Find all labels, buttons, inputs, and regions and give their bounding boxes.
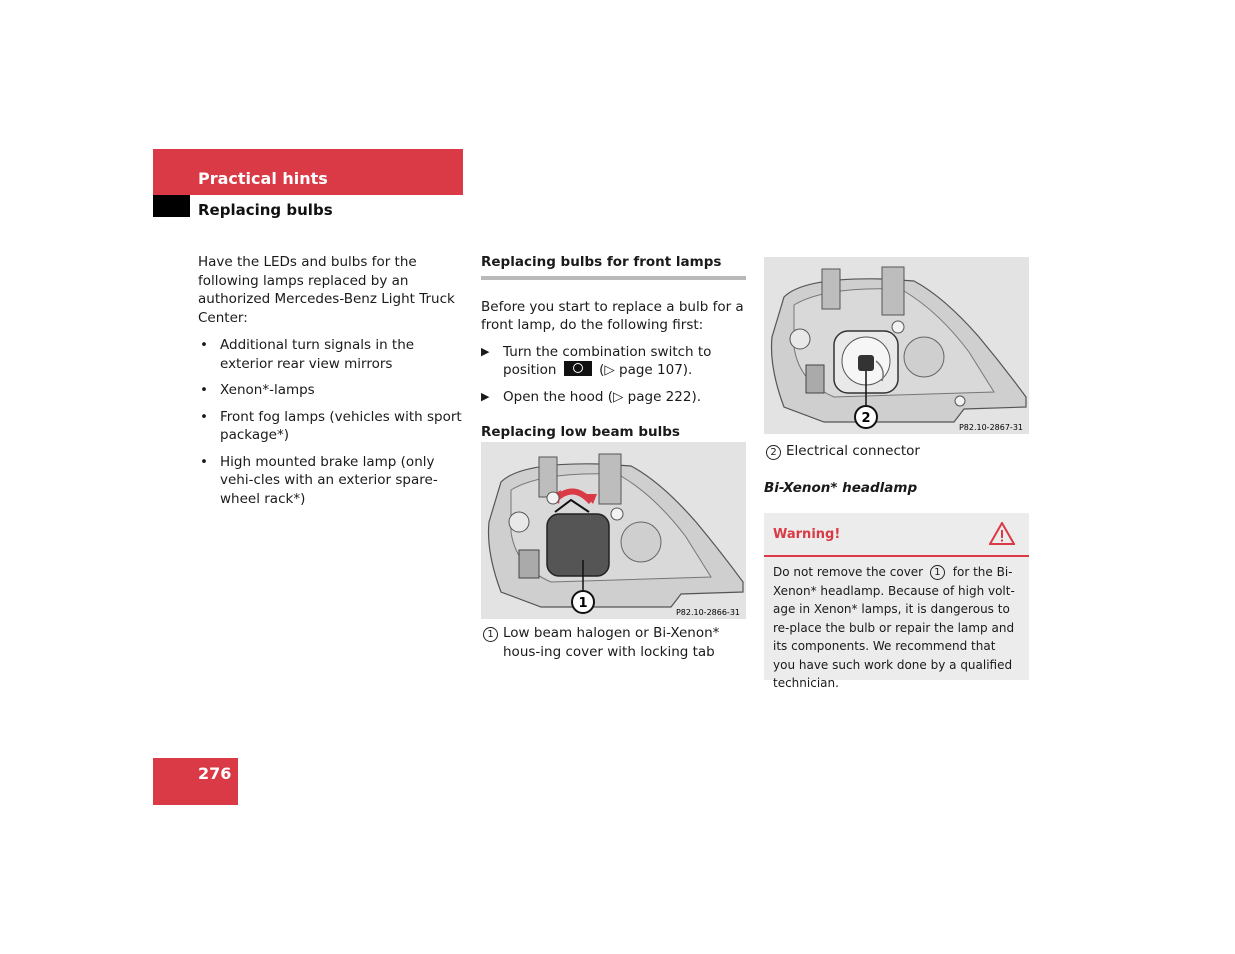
step-item [481, 343, 746, 380]
list-item: • Additional turn signals in the exterior rear view mirrors [198, 336, 463, 373]
warning-box [764, 513, 1029, 690]
list-item: • Front fog lamps (vehicles with sport package*) [198, 408, 463, 445]
warning-title: Warning! [773, 527, 841, 542]
figure-callout: 1 [578, 596, 588, 611]
caption-text: Electrical connector [786, 443, 920, 459]
bi-xenon-heading: Bi-Xenon* headlamp [764, 480, 918, 496]
caption-text: Low beam halogen or Bi-Xenon* hous-ing cover with locking tab [503, 625, 720, 660]
subsection-marker [153, 195, 190, 217]
figure-2-caption [764, 442, 1029, 461]
headlamp-illustration [481, 442, 746, 619]
front-lamps-intro: Before you start to replace a bulb for a front lamp, do the following first: [481, 298, 744, 333]
figure-code: P82.10-2867-31 [958, 423, 1023, 432]
arrow-bullet-icon: ▶ [481, 344, 490, 358]
step-text: Turn the combination switch to position [503, 343, 712, 378]
section-title: Practical hints [198, 169, 328, 188]
column-1 [198, 253, 463, 516]
figure-1-caption [481, 624, 746, 661]
headlamp-illustration [764, 257, 1029, 434]
warning-header [764, 513, 1029, 557]
step-page-ref: (▷ page 107). [599, 362, 693, 378]
step-item [481, 388, 746, 407]
low-beam-heading: Replacing low beam bulbs [481, 424, 680, 440]
warning-text-pre: Do not remove the cover [773, 565, 924, 579]
warning-text-post: for the Bi-Xenon* headlamp. Because of high volt-age in Xenon* lamps, it is dangerous to re-place the bulb or repair the lamp and its components. We recommend that you have such work done by a qualified technician. [773, 565, 1015, 690]
front-lamps-heading: Replacing bulbs for front lamps [481, 253, 746, 280]
caption-number: 1 [483, 627, 498, 642]
intro-paragraph: Have the LEDs and bulbs for the following lamps replaced by an authorized Mercedes-Benz Light Truck Center: [198, 254, 455, 326]
page-number: 276 [198, 764, 232, 783]
warning-text [764, 557, 1029, 693]
headlamp-position-icon [564, 361, 592, 376]
step-text: Open the hood (▷ page 222). [503, 388, 702, 405]
list-item: • Xenon*-lamps [198, 381, 463, 400]
warning-triangle-icon [989, 522, 1015, 549]
warning-callout-number: 1 [930, 565, 945, 580]
figure-code: P82.10-2866-31 [675, 608, 740, 617]
caption-number: 2 [766, 445, 781, 460]
arrow-bullet-icon: ▶ [481, 389, 490, 403]
subsection-title: Replacing bulbs [198, 201, 333, 219]
list-item: • High mounted brake lamp (only vehi-cles with an exterior spare-wheel rack*) [198, 453, 463, 509]
figure-callout: 2 [861, 411, 871, 426]
connector-figure [764, 257, 1029, 434]
low-beam-figure [481, 442, 746, 619]
service-list [198, 336, 463, 508]
column-2 [481, 253, 746, 451]
